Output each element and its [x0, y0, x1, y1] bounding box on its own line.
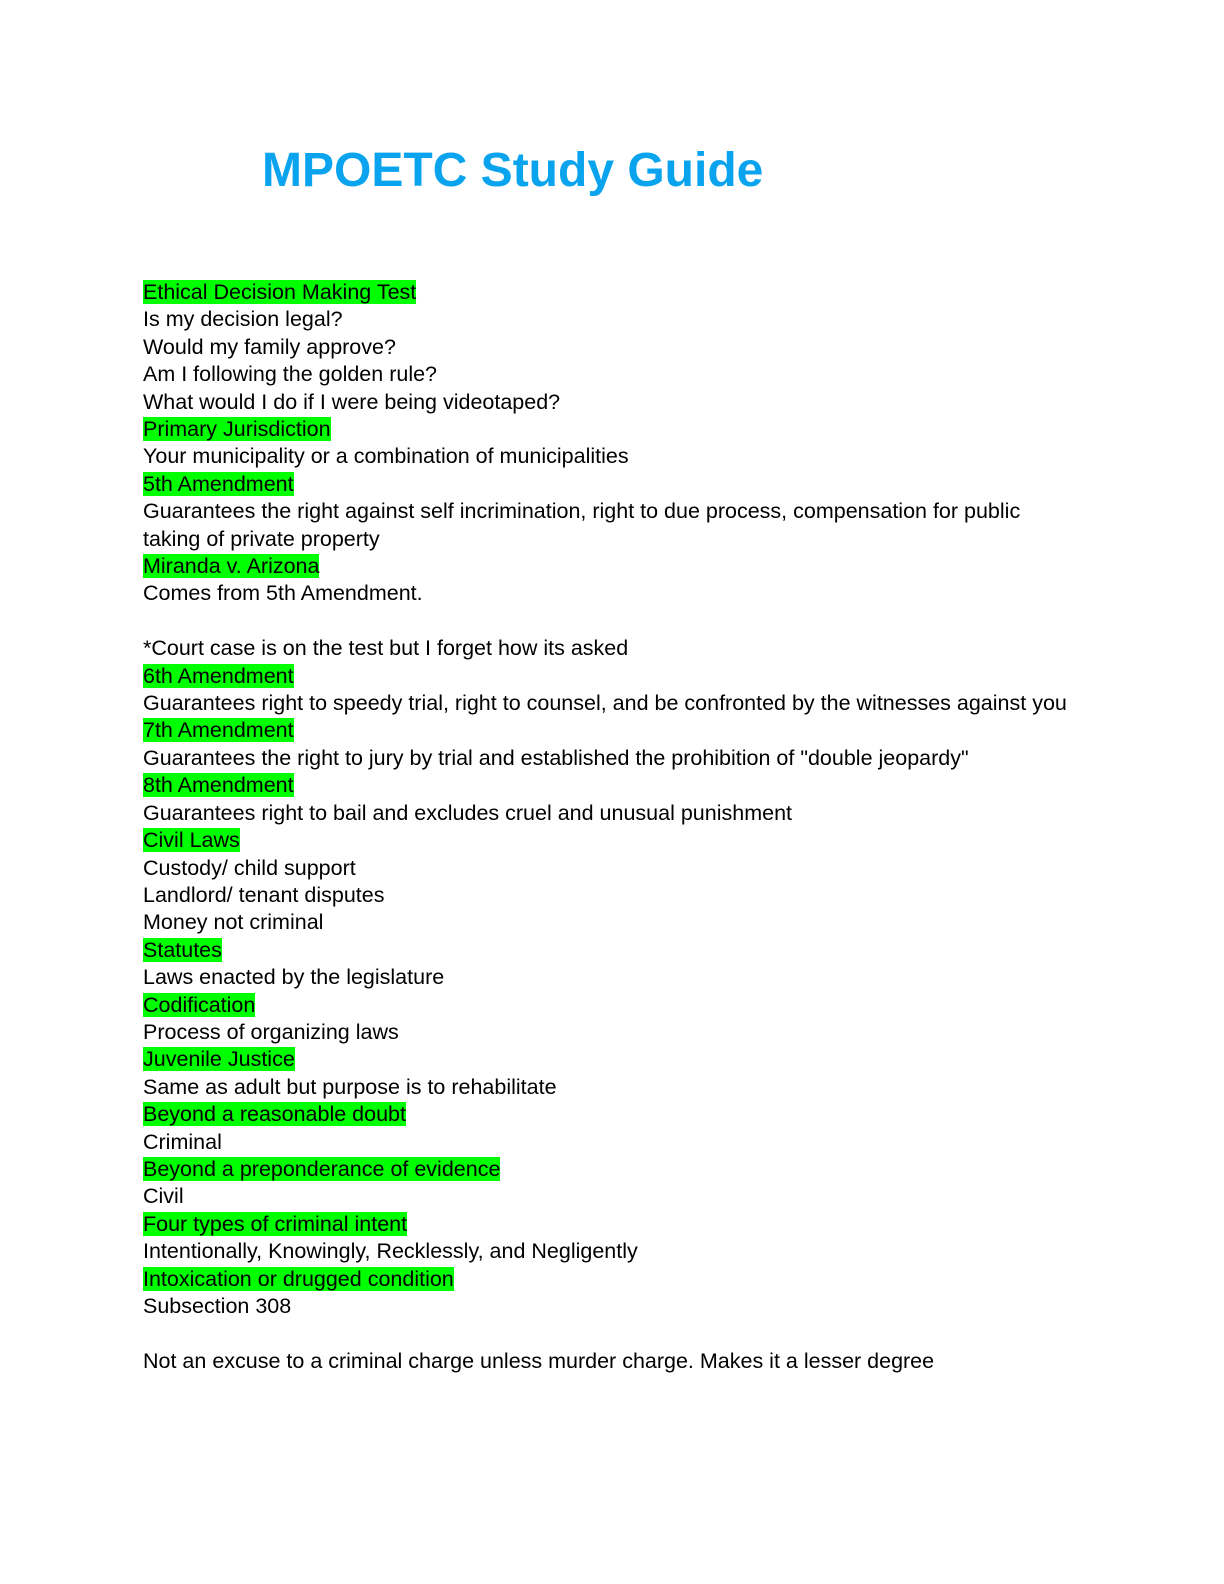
body-line: Your municipality or a combination of municipalities — [143, 444, 629, 469]
section-heading — [143, 992, 1073, 1019]
heading-highlight: Intoxication or drugged condition — [143, 1266, 454, 1291]
heading-highlight: Beyond a reasonable doubt — [143, 1102, 406, 1127]
section-heading — [143, 1266, 1073, 1293]
body-line: Money not criminal — [143, 910, 324, 935]
body-line: Landlord/ tenant disputes — [143, 882, 385, 907]
heading-highlight: Civil Laws — [143, 828, 240, 853]
section-heading — [143, 937, 1073, 964]
body-line: Custody/ child support — [143, 855, 356, 880]
body-line: Would my family approve? — [143, 334, 396, 359]
blank-line — [143, 1320, 1073, 1347]
heading-highlight: Beyond a preponderance of evidence — [143, 1156, 501, 1181]
section-heading — [143, 717, 1073, 744]
study-guide-content — [143, 279, 1073, 1375]
heading-highlight: Miranda v. Arizona — [143, 554, 320, 579]
section-heading — [143, 663, 1073, 690]
heading-highlight: Primary Jurisdiction — [143, 417, 331, 442]
blank-line — [143, 608, 1073, 635]
section-heading — [143, 279, 1073, 306]
heading-highlight: 6th Amendment — [143, 663, 294, 688]
section-heading — [143, 553, 1073, 580]
body-line: Am I following the golden rule? — [143, 362, 438, 387]
heading-highlight: Four types of criminal intent — [143, 1211, 408, 1236]
heading-highlight: Codification — [143, 992, 256, 1017]
body-line: Comes from 5th Amendment. — [143, 581, 423, 606]
heading-highlight: Ethical Decision Making Test — [143, 280, 417, 304]
section-heading — [143, 827, 1073, 854]
body-line: Guarantees the right to jury by trial and established the prohibition of "double jeopardy" — [143, 745, 969, 770]
section-heading — [143, 772, 1073, 799]
body-line: Process of organizing laws — [143, 1019, 399, 1044]
body-line: Guarantees right to speedy trial, right to counsel, and be confronted by the witnesses against you — [143, 691, 1067, 716]
heading-highlight: Juvenile Justice — [143, 1047, 295, 1072]
section-heading — [143, 416, 1073, 443]
body-line: *Court case is on the test but I forget how its asked — [143, 636, 629, 661]
body-line: Guarantees right to bail and excludes cruel and unusual punishment — [143, 800, 792, 825]
body-line: Laws enacted by the legislature — [143, 965, 445, 990]
section-heading — [143, 471, 1073, 498]
heading-highlight: Statutes — [143, 937, 222, 962]
body-line: What would I do if I were being videotaped? — [143, 389, 561, 414]
body-line: Is my decision legal? — [143, 307, 343, 332]
body-line: Guarantees the right against self incrimination, right to due process, compensation for public taking of private property — [143, 499, 1021, 551]
section-heading — [143, 1211, 1073, 1238]
body-line: Intentionally, Knowingly, Recklessly, and Negligently — [143, 1239, 638, 1264]
heading-highlight: 8th Amendment — [143, 773, 294, 798]
body-line: Subsection 308 — [143, 1294, 292, 1319]
body-line: Criminal — [143, 1129, 222, 1154]
section-heading — [143, 1101, 1073, 1128]
body-line: Same as adult but purpose is to rehabilitate — [143, 1074, 557, 1099]
heading-highlight: 7th Amendment — [143, 718, 294, 743]
heading-highlight: 5th Amendment — [143, 471, 294, 496]
body-line: Civil — [143, 1184, 184, 1209]
section-heading — [143, 1046, 1073, 1073]
body-line: Not an excuse to a criminal charge unless murder charge. Makes it a lesser degree — [143, 1348, 935, 1373]
section-heading — [143, 1156, 1073, 1183]
page-title: MPOETC Study Guide — [262, 144, 764, 197]
